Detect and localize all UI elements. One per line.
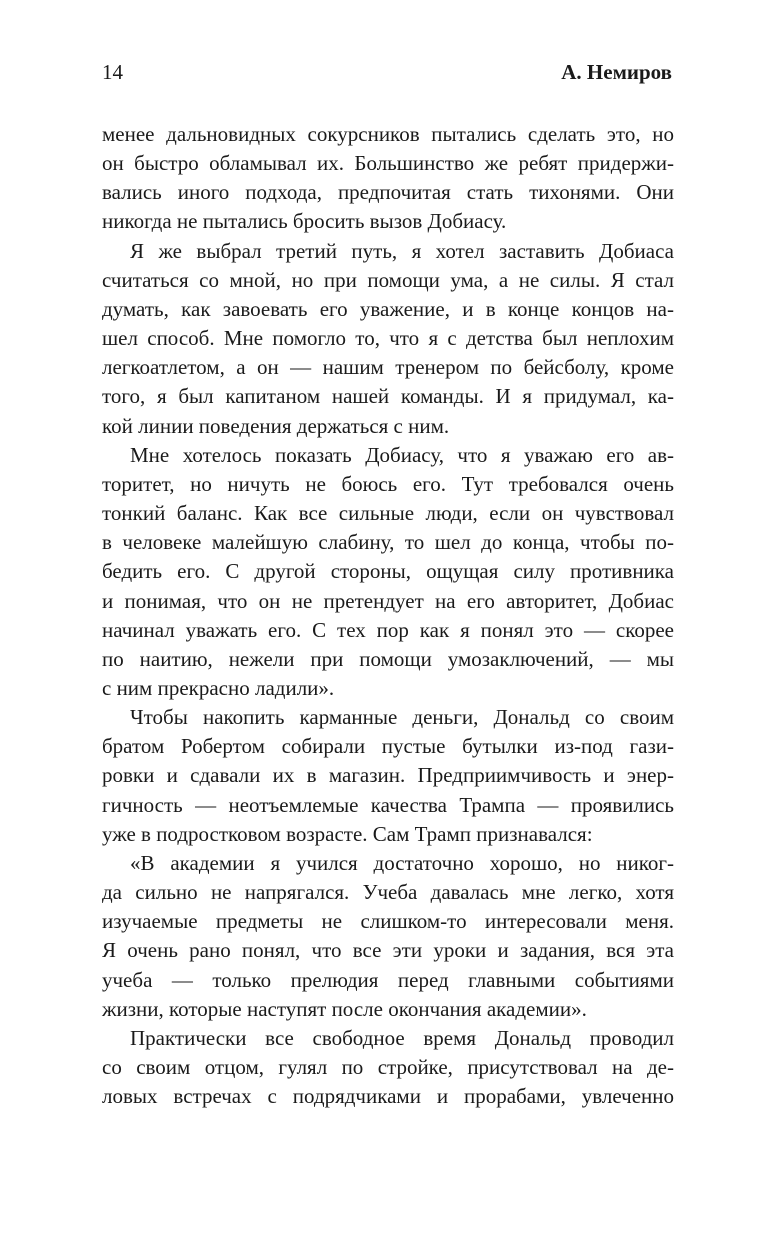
text-line: братом Робертом собирали пустые бутылки из-под гази- (102, 734, 674, 759)
text-line: со своим отцом, гулял по стройке, присутствовал на де- (102, 1055, 674, 1079)
text-line: вались иного подхода, предпочитая стать тихонями. Они (102, 180, 674, 205)
text-line: думать, как завоевать его уважение, и в конце концов на- (102, 296, 674, 321)
text-line: Я же выбрал третий путь, я хотел заставить Добиаса (130, 238, 674, 263)
text-line: торитет, но ничуть не боюсь его. Тут требовался очень (102, 471, 674, 496)
text-line: учеба — только прелюдия перед главными событиями (102, 967, 674, 992)
text-line: и понимая, что он не претендует на его авторитет, Добиас (102, 588, 674, 613)
text-line: с ним прекрасно ладили». (102, 675, 335, 700)
text-line: считаться со мной, но при помощи ума, а не силы. Я стал (102, 267, 674, 292)
text-line: уже в подростковом возрасте. Сам Трамп признавался: (102, 821, 593, 846)
text-line: Практически все свободное время Дональд проводил (130, 1025, 674, 1050)
text-line: Чтобы накопить карманные деньги, Дональд со своим (130, 705, 674, 730)
page-number: 14 (102, 60, 123, 84)
text-line: кой линии поведения держаться с ним. (102, 413, 450, 438)
text-line: того, я был капитаном нашей команды. И я придумал, ка- (102, 384, 674, 409)
text-line: в человеке малейшую слабину, то шел до конца, чтобы по- (102, 530, 674, 555)
text-line: он быстро обламывал их. Большинство же ребят придержи- (102, 151, 674, 176)
text-line: изучаемые предметы не слишком-то интересовали меня. (102, 909, 674, 934)
text-line: «В академии я учился достаточно хорошо, но никог- (130, 850, 674, 875)
text-line: по наитию, нежели при помощи умозаключений, — мы (102, 646, 674, 671)
text-line: бедить его. С другой стороны, ощущая силу противника (102, 559, 674, 584)
body-text (102, 120, 674, 1111)
text-line: ловых встречах с подрядчиками и прорабами, увлеченно (102, 1084, 674, 1109)
text-line: никогда не пытались бросить вызов Добиасу. (102, 209, 507, 234)
text-line: жизни, которые наступят после окончания академии». (102, 996, 587, 1021)
text-line: начинал уважать его. С тех пор как я понял это — скорее (102, 617, 674, 642)
text-line: ровки и сдавали их в магазин. Предприимчивость и энер- (102, 763, 674, 788)
text-line: да сильно не напрягался. Учеба давалась мне легко, хотя (102, 880, 674, 905)
text-line: гичность — неотъемлемые качества Трампа — проявились (102, 792, 674, 817)
text-line: менее дальновидных сокурсников пытались сделать это, но (102, 122, 674, 146)
text-line: Я очень рано понял, что все эти уроки и задания, вся эта (102, 938, 674, 963)
running-head-author: А. Немиров (561, 60, 672, 84)
text-line: шел способ. Мне помогло то, что я с детства был неплохим (102, 326, 674, 351)
page-header (102, 58, 672, 88)
text-line: Мне хотелось показать Добиасу, что я уважаю его ав- (130, 442, 674, 467)
text-line: легкоатлетом, а он — нашим тренером по бейсболу, кроме (102, 355, 674, 380)
text-line: тонкий баланс. Как все сильные люди, если он чувствовал (102, 501, 674, 526)
